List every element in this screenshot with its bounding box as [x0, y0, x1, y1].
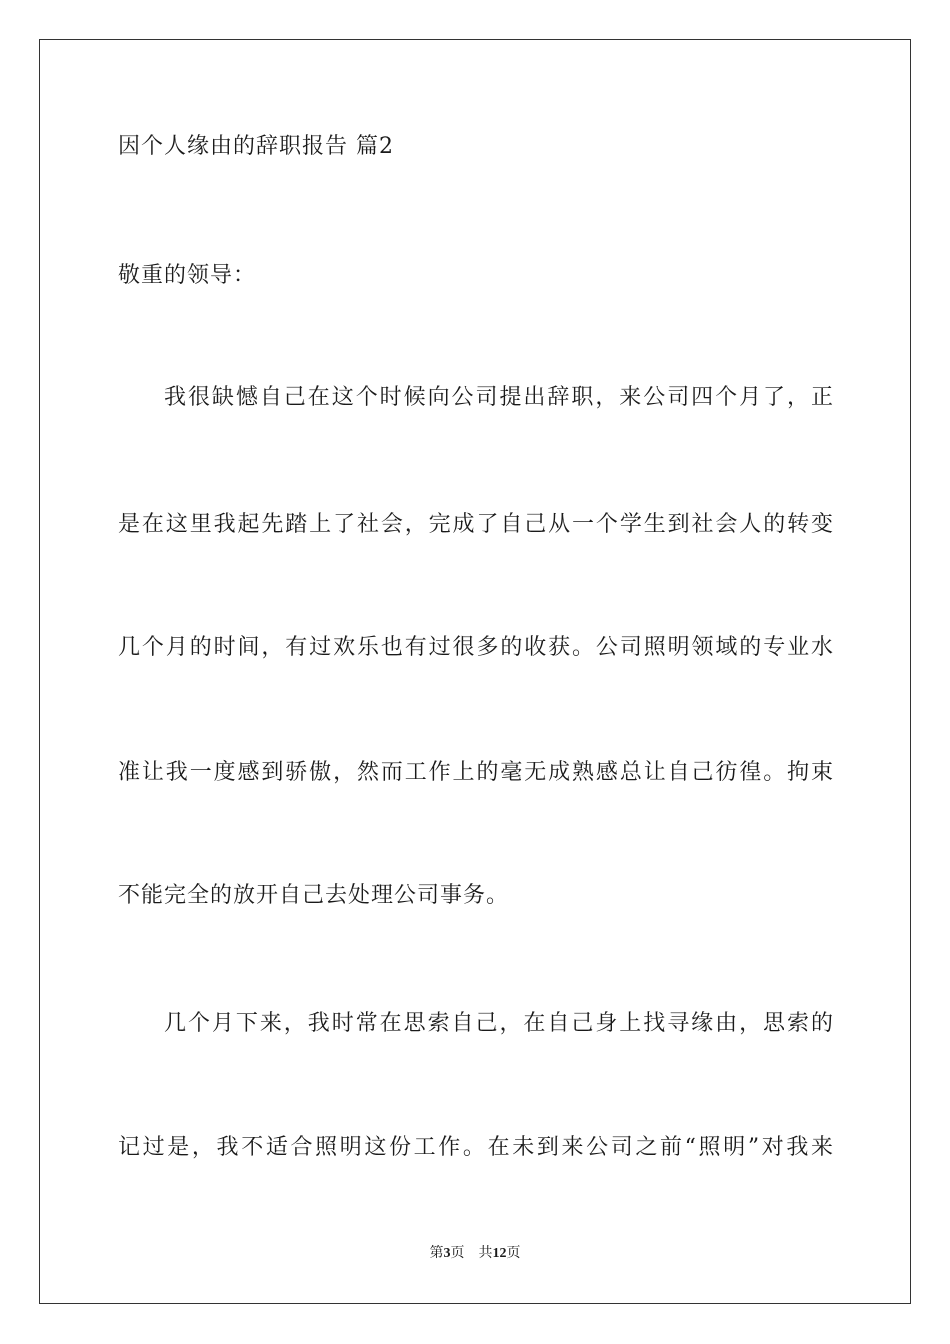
salutation: 敬重的领导： [118, 263, 257, 288]
body-line-6: 几个月下来，我时常在思索自己，在自己身上找寻缘由，思索的 [164, 1011, 834, 1036]
footer-page-suffix: 页 [450, 1246, 465, 1261]
body-line-7: 记过是，我不适合照明这份工作。在未到来公司之前“照明”对我来 [118, 1135, 834, 1160]
footer-total-pages: 12 [492, 1246, 507, 1261]
page-footer [0, 1244, 950, 1264]
body-line-4: 准让我一度感到骄傲，然而工作上的毫无成熟感总让自己彷徨。拘束 [118, 760, 834, 785]
document-title: 因个人缘由的辞职报告 篇2 [118, 134, 394, 159]
page-frame [39, 39, 911, 1304]
body-line-1: 我很缺憾自己在这个时候向公司提出辞职，来公司四个月了，正 [164, 385, 834, 410]
footer-total-prefix: 共 [478, 1246, 493, 1261]
body-line-2: 是在这里我起先踏上了社会，完成了自己从一个学生到社会人的转变 [118, 512, 834, 537]
footer-total-suffix: 页 [506, 1246, 521, 1261]
body-line-3: 几个月的时间，有过欢乐也有过很多的收获。公司照明领域的专业水 [118, 635, 834, 660]
body-line-5: 不能完全的放开自己去处理公司事务。 [118, 883, 510, 908]
footer-page-number: 3 [443, 1246, 451, 1261]
footer-page-prefix: 第 [429, 1246, 444, 1261]
